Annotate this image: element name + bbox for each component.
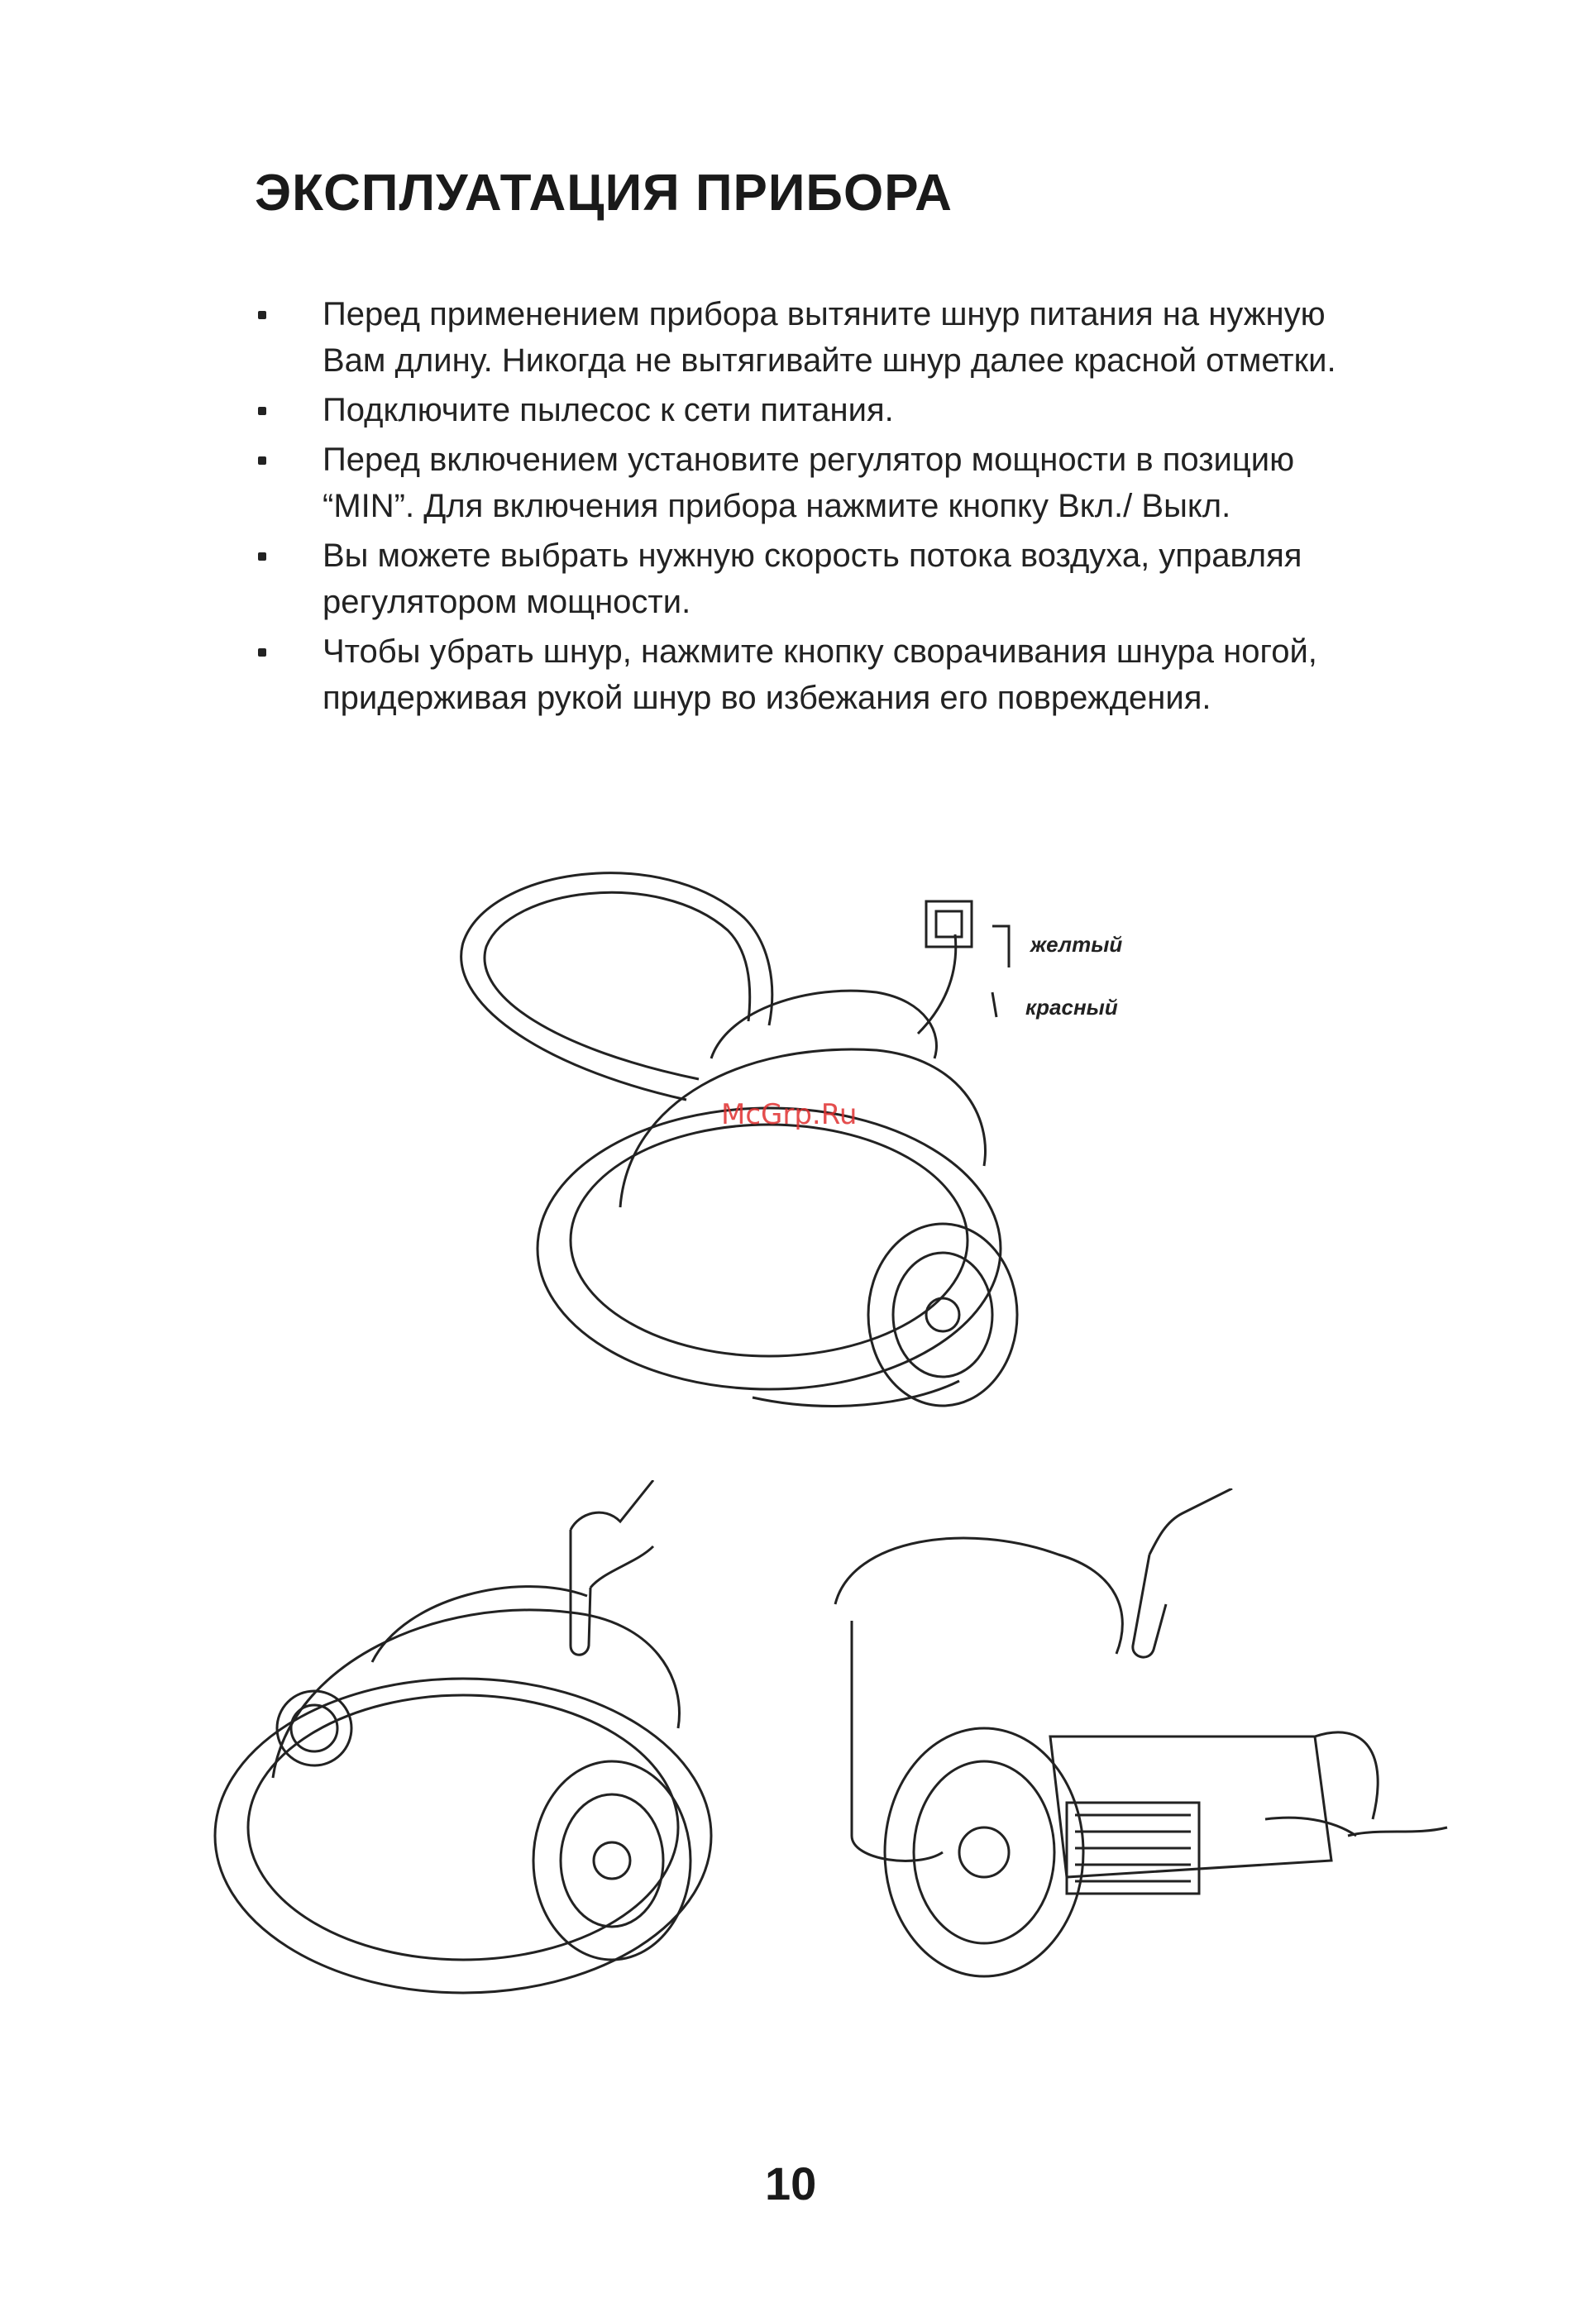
vacuum-cord-rewind-illustration — [802, 1488, 1464, 2018]
label-red: красный — [1025, 995, 1118, 1020]
bullet-icon — [258, 456, 266, 465]
bullet-icon — [258, 407, 266, 415]
list-item-text: Подключите пылесос к сети питания. — [323, 392, 894, 428]
bullet-icon — [258, 311, 266, 319]
vacuum-power-button-illustration — [190, 1480, 761, 2009]
list-item-text: Вы можете выбрать нужную скорость потока воздуха, управляя регулятором мощности. — [323, 537, 1302, 620]
list-item-text: Перед применением прибора вытяните шнур питания на нужную Вам длину. Никогда не вытягивайте шнур далее красной отметки. — [323, 296, 1336, 379]
page-number: 10 — [765, 2157, 817, 2210]
label-yellow: желтый — [1030, 932, 1123, 957]
watermark: McGrp.Ru — [721, 1098, 858, 1131]
page-title: ЭКСПЛУАТАЦИЯ ПРИБОРА — [255, 165, 953, 222]
bullet-icon — [258, 648, 266, 657]
list-item — [256, 533, 1389, 625]
list-item — [256, 291, 1389, 384]
list-item-text: Чтобы убрать шнур, нажмите кнопку сворачивания шнура ногой, придерживая рукой шнур во избежания его повреждения. — [323, 633, 1317, 716]
instruction-list — [256, 291, 1389, 724]
list-item — [256, 628, 1389, 721]
bullet-icon — [258, 552, 266, 561]
list-item — [256, 387, 1389, 433]
list-item-text: Перед включением установите регулятор мощности в позицию “MIN”. Для включения прибора нажмите кнопку Вкл./ Выкл. — [323, 442, 1295, 524]
list-item — [256, 437, 1389, 529]
